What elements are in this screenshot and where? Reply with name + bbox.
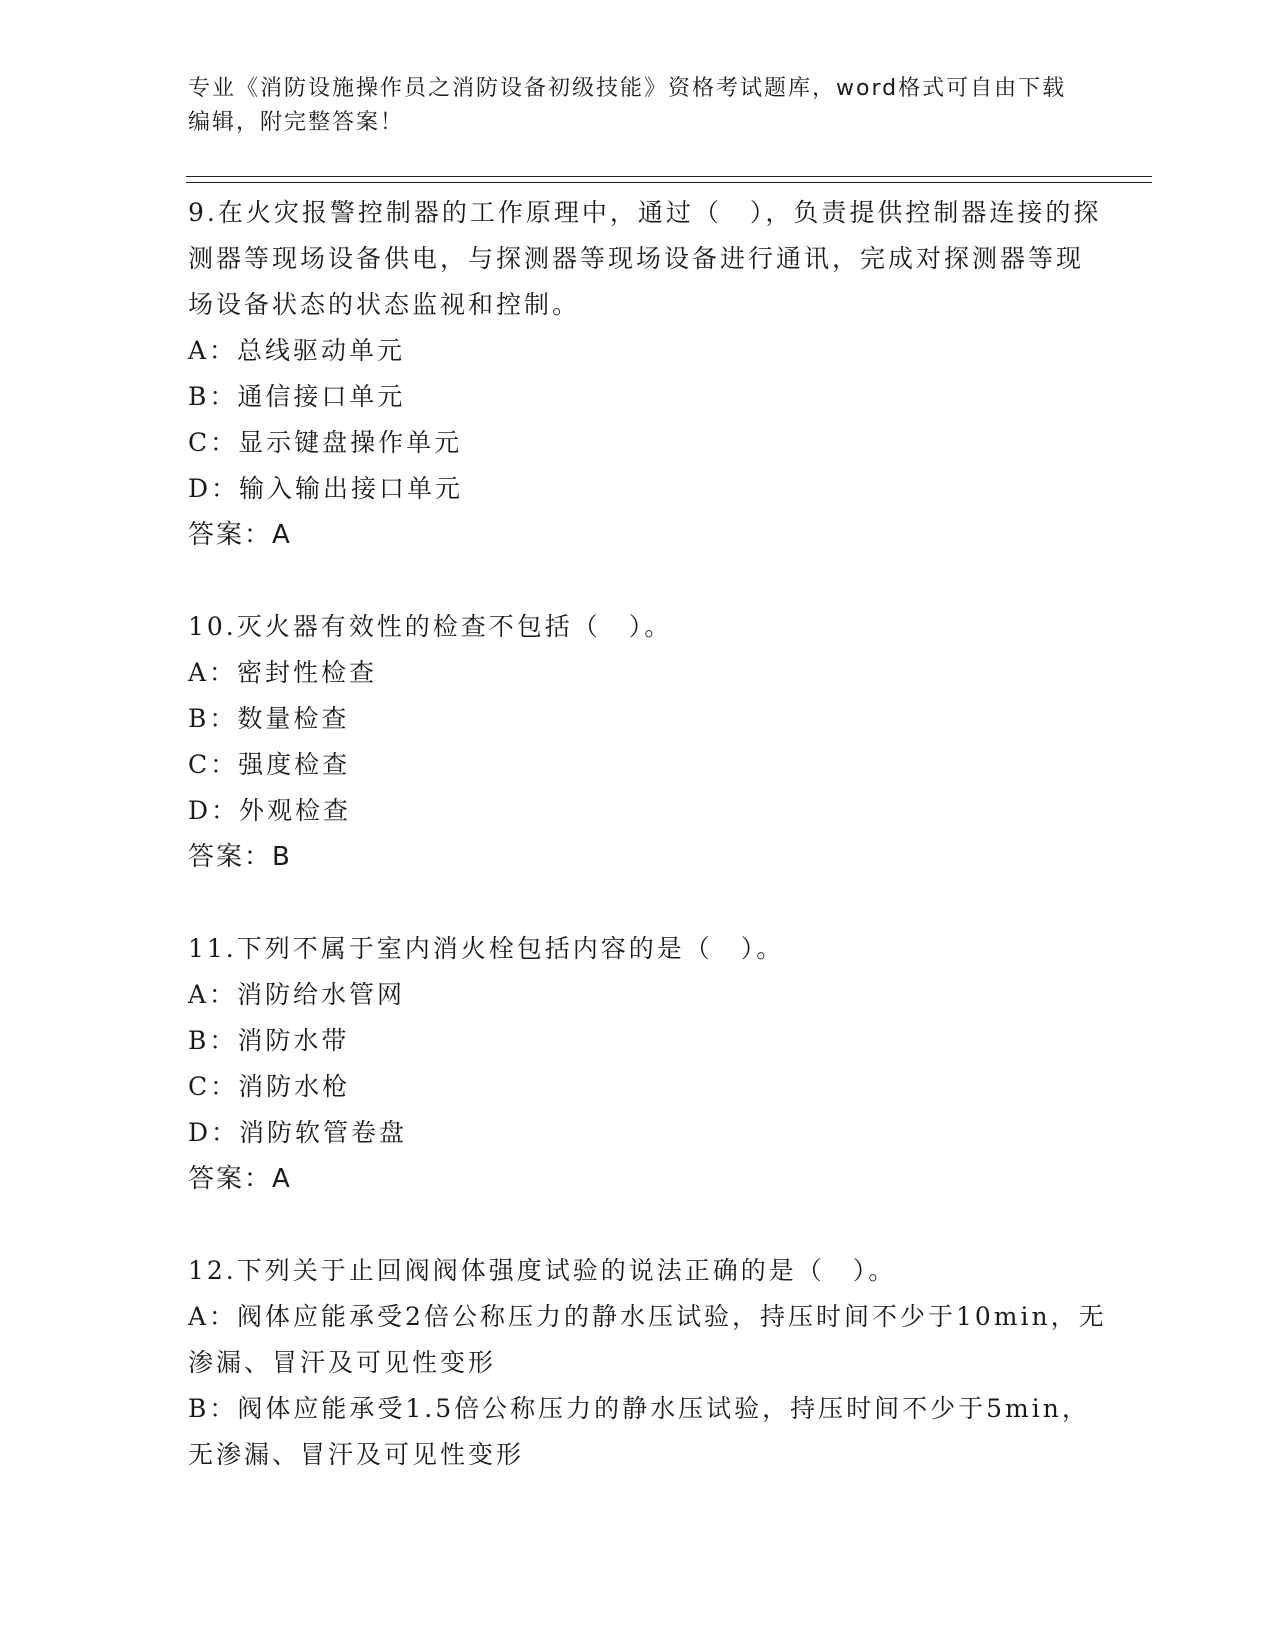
- answer: 答案：A: [188, 520, 292, 550]
- answer: 答案：A: [188, 1164, 292, 1194]
- answer: 答案：B: [188, 842, 292, 872]
- option-a: A：密封性检查: [188, 658, 378, 687]
- option-d: D：消防软管卷盘: [188, 1118, 408, 1147]
- question-12: [188, 1248, 1108, 1478]
- option-c: C：消防水枪: [188, 1072, 351, 1101]
- question-11: [188, 926, 1108, 1202]
- option-b: B：消防水带: [188, 1026, 350, 1055]
- question-9: [188, 190, 1108, 558]
- option-b: B：数量检查: [188, 704, 350, 733]
- question-stem: 12.下列关于止回阀阀体强度试验的说法正确的是（ ）。: [188, 1256, 897, 1285]
- question-stem: 9.在火灾报警控制器的工作原理中，通过（ ），负责提供控制器连接的探测器等现场设备供电，与探测器等现场设备进行通讯，完成对探测器等现场设备状态的状态监视和控制。: [188, 198, 1102, 319]
- option-c: C：显示键盘操作单元: [188, 428, 463, 457]
- option-d: D：输入输出接口单元: [188, 474, 464, 503]
- header-divider-bottom: [186, 182, 1152, 183]
- header-divider-top: [186, 176, 1152, 177]
- document-header: 专业《消防设施操作员之消防设备初级技能》资格考试题库，word格式可自由下载编辑，附完整答案！: [188, 76, 1067, 135]
- option-b: B：阀体应能承受1.5倍公称压力的静水压试验，持压时间不少于5min，无渗漏、冒汗及可见性变形: [188, 1394, 1090, 1469]
- option-a: A：阀体应能承受2倍公称压力的静水压试验，持压时间不少于10min，无渗漏、冒汗及可见性变形: [188, 1302, 1107, 1377]
- question-stem: 10.灭火器有效性的检查不包括（ ）。: [188, 612, 673, 641]
- question-10: [188, 604, 1108, 880]
- question-list: [188, 190, 1108, 1478]
- option-a: A：消防给水管网: [188, 980, 406, 1009]
- option-b: B：通信接口单元: [188, 382, 406, 411]
- option-a: A：总线驱动单元: [188, 336, 406, 365]
- option-d: D：外观检查: [188, 796, 352, 825]
- option-c: C：强度检查: [188, 750, 351, 779]
- question-stem: 11.下列不属于室内消火栓包括内容的是（ ）。: [188, 934, 785, 963]
